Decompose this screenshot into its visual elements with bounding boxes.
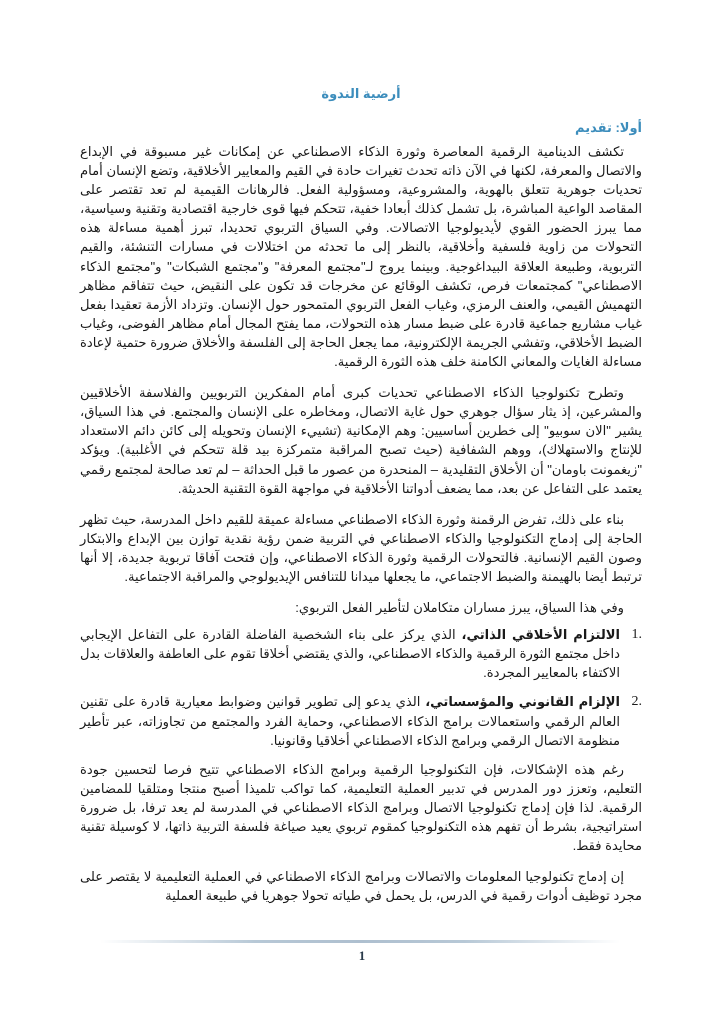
paragraph-opportunities: رغم هذه الإشكالات، فإن التكنولوجيا الرقمية وبرامج الذكاء الاصطناعي تتيح فرصا لتحسين جودة التعليم، وتعزز دور المدرس في تدبير العملية التعليمية، كما تواكب تلميذا أصبح منتجا ومتلقيا للمضامين الرقمية. لذا فإن إدماج تكنولوجيا الاتصال وبرامج الذكاء الاصطناعي في المدرسة لم يعد ترفا، بل ضرورة استراتيجية، بشرط أن تفهم هذه التكنولوجيا كمقوم تربوي يعيد صياغة فلسفة التربية ذاتها، لا كوسيلة تقنية محايدة فقط. bbox=[80, 761, 642, 854]
paragraph-ai-challenges: وتطرح تكنولوجيا الذكاء الاصطناعي تحديات كبرى أمام المفكرين التربويين والفلاسفة الأخلاقيين والمشرعين، إذ يثار سؤال جوهري حول غاية الاتصال، ومخاطره على الإنسان والمجتمع. في هذا السياق، يشير "الان سوبيو" إلى خطرين أساسيين: وهم الإمكانية (تشييء الإنسان وتحويله إلى كائن دائم الاستعداد للإنتاج والاستهلاك)، ووهم الشفافية (حيث تصبح المراقبة متمركزة بيد قلة تتحكم في الأغلبية). ويؤكد "زيغمونت باومان" أن الأخلاق التقليدية – المنحدرة من عصور ما قبل الحداثة – لم تعد صالحة لمجتمع رقمي يعتمد على التفاعل عن بعد، مما يضعف أدواتنا الأخلاقية في مواجهة القوة التقنية الحديثة. bbox=[80, 385, 642, 496]
paragraph-school-values: بناء على ذلك، تفرض الرقمنة وثورة الذكاء الاصطناعي مساءلة عميقة للقيم داخل المدرسة، حيث تظهر الحاجة إلى إدماج التكنولوجيا والذكاء الاصطناعي في التربية ضمن رؤية نقدية توازن بين الإبداع والابتكار وصون القيم الإنسانية. فالتحولات الرقمية وثورة الذكاء الاصطناعي، وإن فتحت آفاقا تربوية جديدة، إلا أنها ترتبط أيضا بالهيمنة والضبط الاجتماعي، ما يجعلها ميدانا للتنافس الإيديولوجي والمراقبة الاجتماعية. bbox=[80, 511, 642, 584]
list-item-text: الذي يدعو إلى تطوير قوانين وضوابط معيارية قادرة على تقنين العالم الرقمي واستعمالات برامج الذكاء الاصطناعي، وحماية الفرد والمجتمع من تجاوزاته، عبر تأطير منظومة الاتصال الرقمي وبرامج الذكاء الاصطناعي أخلاقيا وقانونيا. bbox=[80, 694, 620, 748]
paragraph-intro: تكشف الدينامية الرقمية المعاصرة وثورة الذكاء الاصطناعي عن إمكانات غير مسبوقة في الإبداع والاتصال والمعرفة، لكنها في الآن ذاته تحدث تغيرات حادة في القيم والمعايير الأخلاقية، وتضع الإنسان أمام تحديات جوهرية تتعلق بالهوية، والمشروعية، ومسؤولية الفعل. فالرهانات القيمية لم تعد تقتصر على المقاصد الواعية المباشرة، بل تشمل كذلك أبعادا خفية، تتحكم فيها قوى خارجية اقتصادية وتقنية وسياسية، مما يبرز الحضور القوي لأيديولوجيا الاتصالات. وفي السياق التربوي تحديدا، تبرز أهمية مساءلة هذه التحولات من زاوية فلسفية وأخلاقية، بالنظر إلى ما تحدثه من اختلالات في مسارات التنشئة، والقيم التربوية، وطبيعة العلاقة البيداغوجية. وبينما يروج لـ"مجتمع المعرفة" و"مجتمع الشبكات" و"مجتمع الذكاء الاصطناعي" كمجتمعات فرص، تكشف الوقائع عن مخرجات قد تكون على النقيض، حيث تتفاقم مظاهر التهميش القيمي، والعنف الرمزي، وغياب الفعل التربوي المتمحور حول الإنسان. وتزداد الأزمة تعقيدا بفعل غياب مشاريع جماعية قادرة على ضبط مسار هذه التحولات، مما يفتح المجال أمام مظاهر الفوضى، وغياب الضبط الأخلاقي، وتفشي الجريمة الإلكترونية، مما يجعل الحاجة إلى الفلسفة والأخلاق ضرورة حتمية لإعادة مساءلة الغايات والمعاني الكامنة خلف هذه الثورة الرقمية. bbox=[80, 144, 642, 370]
section-heading: أولا: تقديم bbox=[575, 120, 642, 135]
list-item-text: الذي يركز على بناء الشخصية الفاضلة القادرة على التفاعل الإيجابي داخل مجتمع الثورة الرقمية والذكاء الاصطناعي، والذي يقتضي أخلاقا تقوم على العاطفة والعلاقات بدل الاكتفاء بالمعايير المجردة. bbox=[80, 627, 620, 681]
paragraph-two-paths: وفي هذا السياق، يبرز مساران متكاملان لتأطير الفعل التربوي: bbox=[295, 600, 624, 616]
page-number: 1 bbox=[358, 948, 366, 963]
paragraph-integration: إن إدماج تكنولوجيا المعلومات والاتصالات وبرامج الذكاء الاصطناعي في العملية التعليمية لا يقتصر على مجرد توظيف أدوات رقمية في الدرس، بل يحمل في طياته تحولا جوهريا في طبيعة العملية bbox=[80, 869, 642, 904]
footer-divider bbox=[100, 940, 620, 943]
document-body bbox=[80, 142, 642, 917]
list-number: 2. bbox=[631, 694, 642, 710]
list-item bbox=[80, 692, 642, 749]
list-number: 1. bbox=[631, 627, 642, 643]
list-item-lead: الإلزام القانوني والمؤسساتي، bbox=[425, 694, 620, 710]
document-title: أرضية الندوة bbox=[321, 86, 401, 101]
list-item bbox=[80, 625, 642, 682]
paths-list bbox=[80, 625, 642, 750]
list-item-lead: الالتزام الأخلاقي الذاتي، bbox=[461, 627, 620, 643]
